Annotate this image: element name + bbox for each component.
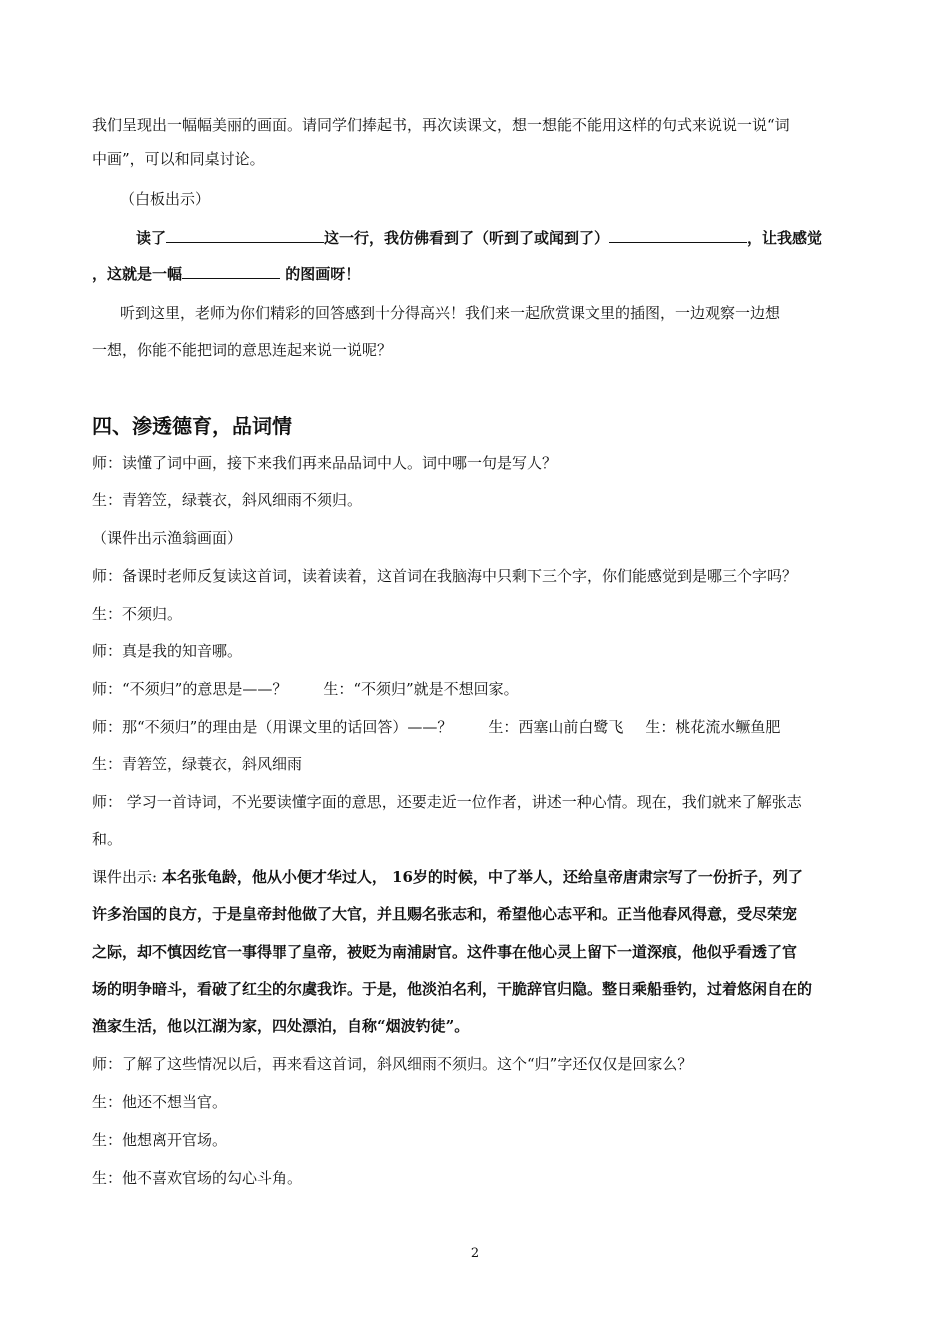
dialogue-line: 师：了解了这些情况以后，再来看这首词，斜风细雨不须归。这个“归”字还仅仅是回家么？ [92, 1055, 693, 1073]
courseware-text: 自称“烟波钓徒”。 [347, 1017, 470, 1035]
fill-blank [609, 228, 747, 243]
dialogue-line: 师：备课时老师反复读这首词，读着读着，这首词在我脑海中只剩下三个字，你们能感觉到是哪三个字吗？ [92, 567, 798, 585]
dialogue-segment: 生：西塞山前白鹭飞 [488, 718, 624, 736]
dialogue-segment: 师：“不须归”的意思是——？ [92, 680, 288, 698]
paragraph-line: 我们呈现出一幅幅美丽的画面。请同学们捧起书，再次读课文，想一想能不能用这样的句式来说说一说“词 [92, 116, 790, 134]
fill-blank [166, 228, 324, 243]
pattern-text: 读了 [136, 229, 167, 247]
section-heading: 四、渗透德育，品词情 [92, 414, 292, 438]
dialogue-line: 生：他想离开官场。 [92, 1131, 228, 1149]
dialogue-segment: 生：桃花流水鳜鱼肥 [645, 718, 781, 736]
courseware-text: 渔家生活，他以江湖为家，四处漂泊， [92, 1017, 348, 1035]
courseware-line: 场的明争暗斗，看破了红尘的尔虞我诈。于是，他淡泊名利，干脆辞官归隐。整日乘船垂钓，过着悠闲自在的 [92, 980, 813, 998]
courseware-label: 课件出示: [92, 868, 162, 886]
courseware-line [92, 867, 862, 887]
paragraph-line: 听到这里，老师为你们精彩的回答感到十分得高兴！我们来一起欣赏课文里的插图，一边观察一边想 [120, 304, 781, 322]
courseware-note: （课件出示渔翁画面） [92, 529, 243, 547]
dialogue-line: 和。 [92, 830, 123, 848]
courseware-line: 许多治国的良方，于是皇帝封他做了大官，并且赐名张志和，希望他心志平和。正当他春风得意，受尽荣宠 [92, 905, 798, 923]
pattern-text: 这一行，我仿佛看到了（听到了或闻到了） [324, 229, 610, 247]
whiteboard-label: （白板出示） [120, 190, 211, 208]
courseware-line: 之际，却不慎因纥官一事得罪了皇帝，被贬为南浦尉官。这件事在他心灵上留下一道深痕，他似乎看透了官 [92, 943, 798, 961]
page-number: 2 [470, 1246, 480, 1261]
dialogue-line: 师： 学习一首诗词，不光要读懂字面的意思，还要走近一位作者，讲述一种心情。现在，我们就来了解张志 [92, 793, 802, 811]
dialogue-segment: 师：那“不须归”的理由是（用课文里的话回答）——？ [92, 718, 453, 736]
courseware-text: 本名张龟龄，他从小便才华过人， 16岁的时候，中了举人，还给皇帝唐肃宗写了一份折子，列了 [161, 868, 803, 886]
fill-blank [182, 264, 280, 279]
dialogue-line: 生：青箬笠，绿蓑衣，斜风细雨 [92, 755, 303, 773]
courseware-line [92, 1016, 862, 1036]
dialogue-segment: 生：“不须归”就是不想回家。 [323, 680, 519, 698]
dialogue-line [92, 717, 862, 737]
dialogue-line: 师：真是我的知音哪。 [92, 642, 243, 660]
dialogue-line: 生：他不喜欢官场的勾心斗角。 [92, 1169, 303, 1187]
pattern-text: 的图画呀！ [280, 265, 361, 283]
dialogue-line [92, 679, 862, 699]
paragraph-line: 中画”，可以和同桌讨论。 [92, 150, 265, 168]
dialogue-line: 师：读懂了词中画，接下来我们再来品品词中人。词中哪一句是写人？ [92, 454, 558, 472]
dialogue-line: 生：青箬笠，绿蓑衣，斜风细雨不须归。 [92, 491, 363, 509]
paragraph-line: 一想，你能不能把词的意思连起来说一说呢？ [92, 341, 393, 359]
dialogue-line: 生：他还不想当官。 [92, 1093, 228, 1111]
dialogue-line: 生：不须归。 [92, 605, 183, 623]
pattern-text: ，让我感觉 [747, 229, 823, 247]
pattern-text: ，这就是一幅 [92, 265, 183, 283]
sentence-pattern-line-2 [92, 264, 862, 284]
sentence-pattern-line-1 [136, 228, 906, 248]
